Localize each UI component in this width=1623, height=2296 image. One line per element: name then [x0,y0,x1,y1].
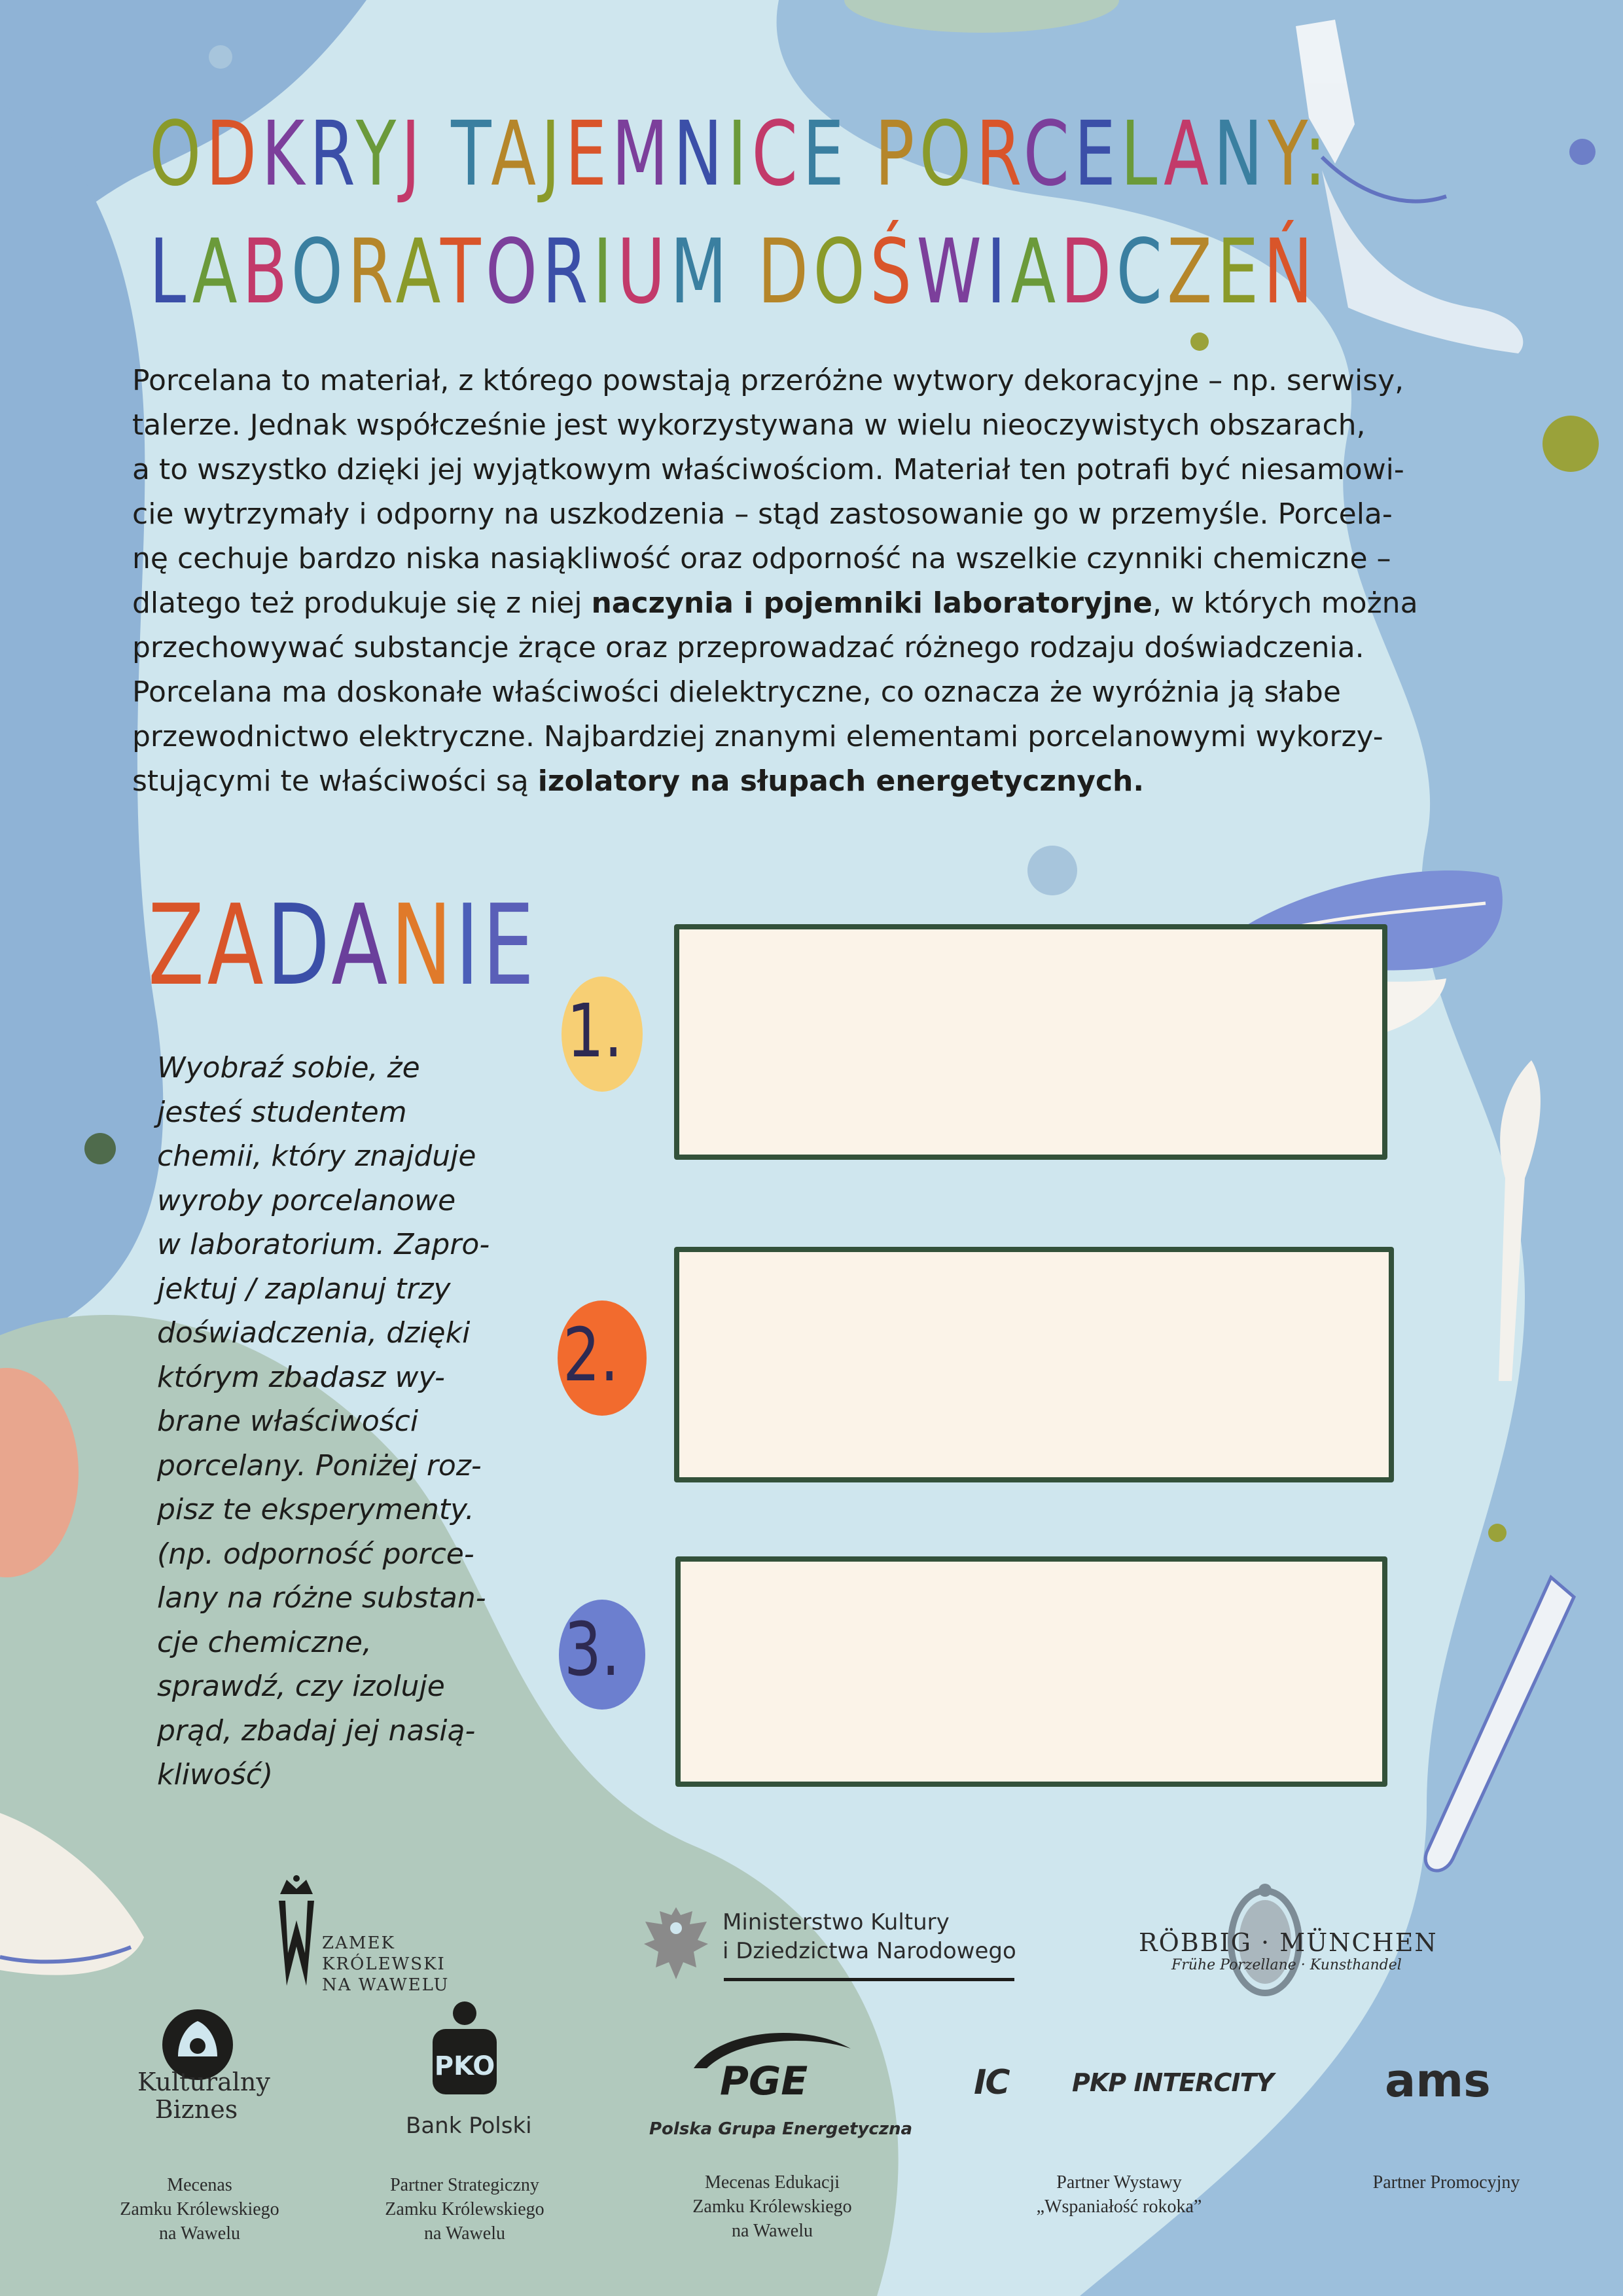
caption-line: na Wawelu [159,2223,240,2244]
title-letter: M [611,103,673,206]
number-3-label: 3. [564,1607,620,1693]
task-line: lany na różne substan- [157,1581,486,1615]
title-letter: T [451,103,491,206]
task-line: sprawdź, czy izoluje [157,1670,445,1703]
caption-line: „Wspaniałość rokoka” [1036,2197,1202,2217]
title-letter: B [242,221,291,324]
title-letter: Ń [1263,221,1318,324]
title-letter: M [669,221,732,324]
task-heading [148,881,537,1011]
task-line: cje chemiczne, [157,1625,372,1659]
robbig-logo-tagline: Frühe Porzellane · Kunsthandel [1171,1957,1402,1973]
task-line: kliwość) [157,1758,274,1791]
title-letter: N [390,881,455,1011]
pge-logo-name: Polska Grupa Energetyczna [649,2119,913,2139]
title-letter: C [1116,221,1168,324]
kulturalny-line: Kulturalny [137,2068,270,2096]
intro-line: Porcelana ma doskonałe właściwości dielektryczne, co oznacza że wyróżnia ją słabe [132,675,1341,709]
caption-line: Zamku Królewskiego [120,2199,279,2219]
title-letter: P [874,103,919,206]
title-letter: A [395,221,441,324]
ministerstwo-logo-text [722,1908,1016,1965]
title-letter: D [1060,221,1116,324]
caption-line: Partner Promocyjny [1372,2172,1520,2193]
pge-mark-text: PGE [720,2058,808,2101]
title-letter: Ś [870,221,917,324]
title-letter: J [401,103,425,206]
title-letter [732,221,757,324]
eagle-emblem-icon [640,1902,712,1984]
caption-line: Zamku Królewskiego [385,2199,544,2219]
title-letter: A [192,221,243,324]
title-letter: Y [355,103,401,206]
caption-line: Zamku Królewskiego [692,2197,852,2217]
ams-logo: ams [1385,2054,1491,2108]
kulturalny-logo-text [137,2068,270,2124]
caption-pko [353,2173,576,2246]
intro-line: stującymi te właściwości są izolatory na słupach energetycznych. [132,764,1145,798]
title-letter: W [916,221,987,324]
task-line: prąd, zbadaj jej nasią- [157,1713,476,1748]
page-title-line-2 [149,221,1318,324]
caption-line: Mecenas Edukacji [704,2172,840,2193]
pko-mark-text: PKO [434,2051,495,2081]
task-line: doświadczenia, dzięki [157,1316,471,1350]
zamek-line: KRÓLEWSKI [322,1954,446,1974]
intro-line: talerze. Jednak współcześnie jest wykorzystywana w wielu nieoczywistych obszarach, [132,408,1366,442]
title-letter: D [266,881,332,1011]
title-letter: R [348,221,396,324]
task-instructions [157,1046,490,1797]
title-letter: I [592,221,617,324]
ministerstwo-line: i Dziedzictwa Narodowego [722,1938,1016,1964]
task-line: (np. odporność porce- [157,1537,474,1571]
intro-paragraph [132,359,1493,804]
task-line: wyroby porcelanowe [157,1183,456,1217]
title-letter: I [727,103,752,206]
title-letter: Z [1167,221,1217,324]
title-letter: A [331,881,391,1011]
task-line: Wyobraź sobie, że [157,1051,420,1085]
caption-line: Partner Wystawy [1056,2172,1182,2193]
title-letter: D [757,221,813,324]
intro-line: cie wytrzymały i odporny na uszkodzenia – stąd zastosowanie go w przemyśle. Porcela- [132,497,1393,531]
title-letter: A [491,103,541,206]
title-letter: O [291,221,348,324]
task-line: brane właściwości [157,1405,419,1438]
title-letter: J [541,103,565,206]
title-letter [425,103,451,206]
title-letter: R [976,103,1024,206]
title-letter: L [1120,103,1164,206]
pge-logo-mark [687,2022,857,2101]
zamek-logo-text [322,1933,449,1996]
title-letter: I [455,881,482,1011]
title-letter: : [1304,103,1331,206]
caption-kulturalny [88,2173,311,2246]
zamek-line: ZAMEK [322,1933,395,1953]
page-title-line-1 [149,103,1331,206]
task-line: w laboratorium. Zapro- [157,1228,490,1261]
intro-line: nę cechuje bardzo niska nasiąkliwość oraz odporność na wszelkie czynniki chemiczne – [132,542,1391,575]
intro-line: dlatego też produkuje się z niej naczynia i pojemniki laboratoryjne, w których można [132,586,1418,620]
ministerstwo-underline [724,1978,1014,1981]
title-letter: E [482,881,537,1011]
caption-pkp [1008,2170,1230,2219]
task-line: pisz te eksperymenty. [157,1493,474,1526]
title-letter: R [309,103,356,206]
ministerstwo-line: Ministerstwo Kultury [722,1909,950,1935]
caption-line: Partner Strategiczny [390,2175,539,2195]
task-line: jektuj / zaplanuj trzy [157,1272,451,1306]
title-letter: Y [1268,103,1304,206]
answer-box-3[interactable] [675,1556,1387,1787]
title-letter: E [1217,221,1264,324]
robbig-logo-name: RÖBBIG · MÜNCHEN [1139,1928,1438,1957]
pkp-logo-mark: IC [974,2063,1009,2102]
bold-insulators: izolatory na słupach energetycznych. [537,764,1145,798]
title-letter: E [1074,103,1121,206]
title-letter [849,103,874,206]
number-1-label: 1. [567,989,623,1074]
title-letter: O [813,221,870,324]
title-letter: C [751,103,803,206]
title-letter: I [986,221,1011,324]
caption-line: Mecenas [167,2175,232,2195]
title-letter: A [1164,103,1214,206]
title-letter: O [149,103,206,206]
title-letter: E [565,103,612,206]
title-letter: T [440,221,486,324]
task-line: porcelany. Poniżej roz- [157,1448,482,1482]
pkp-logo-name: PKP INTERCITY [1072,2068,1274,2097]
number-2-label: 2. [563,1313,619,1398]
title-letter: N [673,103,728,206]
intro-line: przechowywać substancje żrące oraz przeprowadzać różnego rodzaju doświadczenia. [132,631,1364,664]
title-letter: D [205,103,262,206]
caption-ams [1335,2170,1558,2195]
task-line: chemii, który znajduje [157,1139,476,1173]
title-letter: K [261,103,310,206]
caption-line: na Wawelu [424,2223,505,2244]
answer-box-2[interactable] [674,1247,1394,1482]
answer-box-1[interactable] [674,924,1387,1160]
bold-lab-vessels: naczynia i pojemniki laboratoryjne [591,586,1153,620]
intro-line: przewodnictwo elektryczne. Najbardziej znanymi elementami porcelanowymi wykorzy- [132,720,1383,753]
title-letter: A [207,881,267,1011]
zamek-crown-logo [274,1874,319,1992]
title-letter: O [485,221,543,324]
title-letter: E [802,103,849,206]
intro-line: Porcelana to materiał, z którego powstają przeróżne wytwory dekoracyjne – np. serwisy, [132,364,1404,397]
task-line: jesteś studentem [157,1095,407,1129]
caption-line: na Wawelu [732,2221,813,2241]
title-letter: U [616,221,670,324]
title-letter: R [542,221,593,324]
title-letter: L [149,221,192,324]
task-line: którym zbadasz wy- [157,1360,445,1394]
zamek-line: NA WAWELU [322,1975,450,1995]
title-letter: O [919,103,976,206]
title-letter: Z [148,881,207,1011]
pko-logo-name: Bank Polski [406,2113,532,2139]
title-letter: C [1023,103,1075,206]
caption-pge [661,2170,883,2243]
pko-logo-mark [429,1999,501,2097]
intro-line: a to wszystko dzięki jej wyjątkowym właściwościom. Materiał ten potrafi być niesamowi- [132,453,1404,486]
kulturalny-line: Biznes [154,2095,238,2124]
title-letter: N [1213,103,1268,206]
title-letter: A [1010,221,1061,324]
